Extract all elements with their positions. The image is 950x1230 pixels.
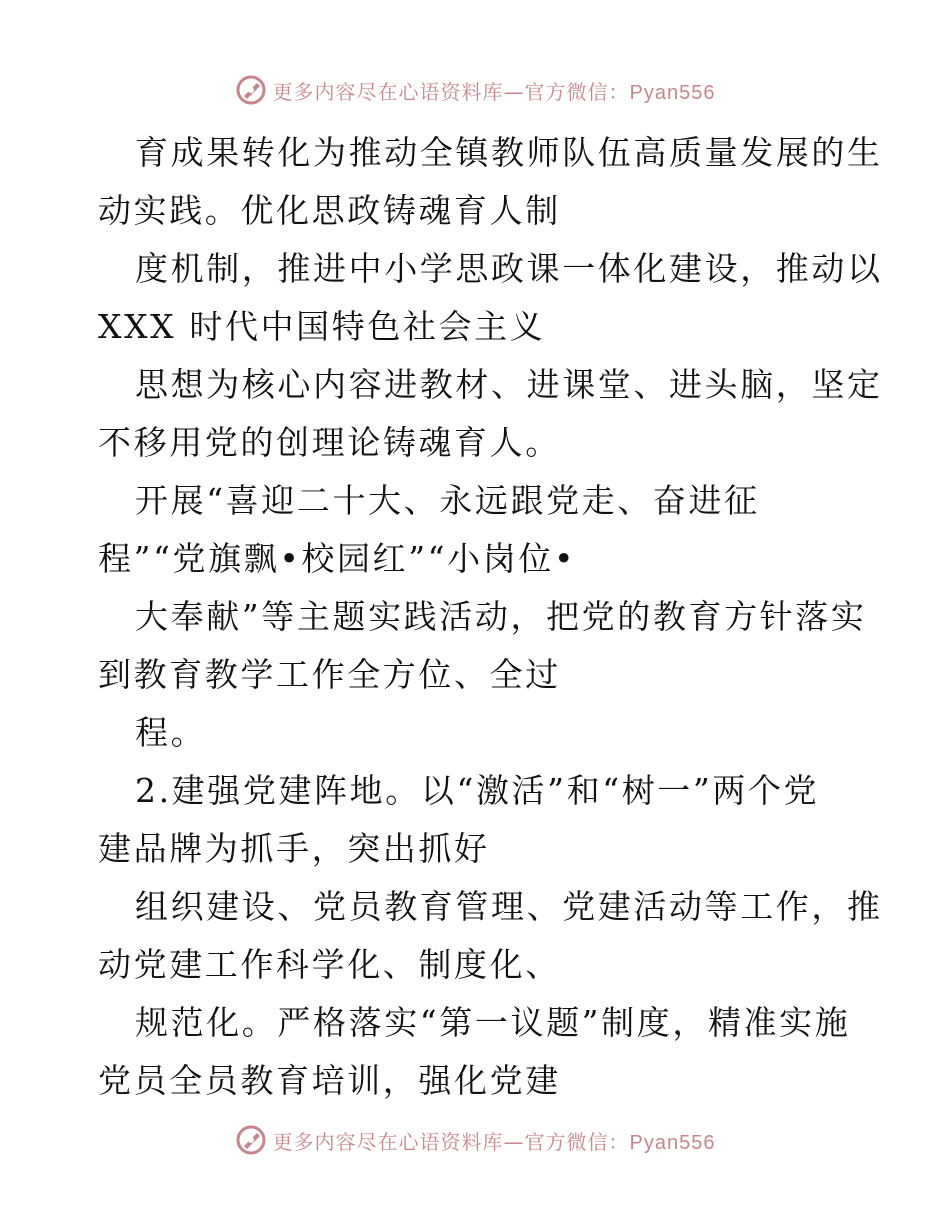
text-line: 党员全员教育培训，强化党建 [98,1061,561,1100]
footer-watermark [0,1120,950,1160]
text-line: 到教育教学工作全方位、全过 [98,655,561,694]
header-watermark [0,70,950,110]
text-line: 2.建强党建阵地。以“激活”和“树一”两个党 [135,771,820,810]
text-line: 度机制，推进中小学思政课一体化建设，推动以 [135,249,883,288]
text-line: 程。 [135,713,207,752]
text-line: 规范化。严格落实“第一议题”制度，精准实施 [135,1003,851,1042]
watermark-text: 更多内容尽在心语资料库—官方微信：Pyan556 [272,79,716,104]
text-line: 不移用党的创理论铸魂育人。 [98,423,561,462]
text-line: 建品牌为抓手，突出抓好 [98,829,490,868]
text-line: 动党建工作科学化、制度化、 [98,945,561,984]
text-line: 组织建设、党员教育管理、党建活动等工作，推 [135,887,883,926]
watermark-text: 更多内容尽在心语资料库—官方微信：Pyan556 [272,1129,716,1154]
text-line: XXX 时代中国特色社会主义 [98,307,546,346]
text-line: 育成果转化为推动全镇教师队伍高质量发展的生 [135,133,883,172]
text-line: 动实践。优化思政铸魂育人制 [98,191,561,230]
text-line: 程”“党旗飘•校园红”“小岗位• [98,539,577,578]
document-body [98,124,883,1110]
text-line: 大奉献”等主题实践活动，把党的教育方针落实 [135,597,867,636]
text-line: 思想为核心内容进教材、进课堂、进头脑，坚定 [135,365,883,404]
watermark-logo-icon [235,74,267,106]
text-line: 开展“喜迎二十大、永远跟党走、奋进征 [135,481,760,520]
watermark-logo-icon [235,1124,267,1156]
